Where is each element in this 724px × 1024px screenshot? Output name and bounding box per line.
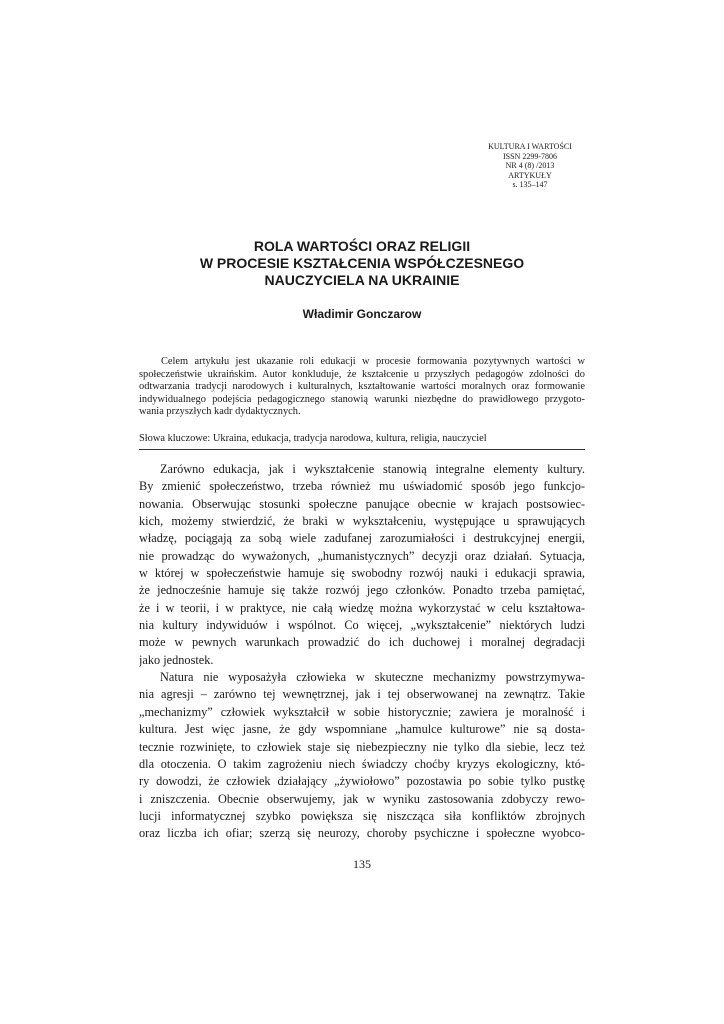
body-line: lucji informatycznej szybko powiększa się niszcząca siła konfliktów zbrojnych <box>139 808 585 823</box>
journal-pages: s. 135–147 <box>512 180 548 190</box>
body-line: władzę, pociągają za sobą wiele zadufanej zarozumiałości i destrukcyjnej energii, <box>139 531 585 546</box>
body-line: kich, możemy stwierdzić, że braki w wykształceniu, występujące u sprawujących <box>139 514 585 529</box>
journal-issue: NR 4 (8) /2013 <box>505 161 555 171</box>
article-title <box>140 238 584 289</box>
body-line: nia agresji – zarówno tej wewnętrznej, jak i tej obserwowanej na zewnątrz. Takie <box>139 687 585 702</box>
body-line: i zniszczenia. Obecnie obserwujemy, jak w wyniku zastosowania zdobyczy rewo- <box>139 791 585 806</box>
abstract-line: wania przyszłych kadr dydaktycznych. <box>139 406 301 417</box>
abstract <box>139 356 585 419</box>
body-line: Natura nie wyposażyła człowieka w skuteczne mechanizmy powstrzymywa- <box>160 670 585 685</box>
body-line: oraz liczba ich ofiar; szerzą się neurozy, choroby psychiczne i społeczne wyobco- <box>139 826 585 841</box>
body-line: dla otoczenia. O takim zagrożeniu niech świadczy choćby kryzys ekologiczny, któ- <box>139 756 585 771</box>
body-line: nie prowadząc do wyważonych, „humanistycznych” decyzji oraz działań. Sytuacja, <box>139 548 585 563</box>
title-line: W PROCESIE KSZTAŁCENIA WSPÓŁCZESNEGO <box>199 255 525 271</box>
body-line: tecznie rozwinięte, to człowiek staje się niebezpieczny nie tylko dla siebie, lecz też <box>139 739 585 754</box>
author-name: Władimir Gonczarow <box>302 307 422 321</box>
keywords-divider <box>139 449 585 450</box>
body-line: „mechanizmy” człowiek wykształcił w sobie historycznie; zawiera je moralność i <box>139 704 585 719</box>
article-body <box>139 461 585 843</box>
body-line: ry dowodzi, że człowiek działający „żywiołowo” pozostawia po sobie tylko pustkę <box>139 774 585 789</box>
journal-issn: ISSN 2299-7806 <box>502 151 557 161</box>
abstract-line: Celem artykułu jest ukazanie roli edukacji w procesie formowania pozytywnych wartości w <box>161 356 585 367</box>
body-line: w której w społeczeństwie hamuje się swobodny rozwój nauki i edukacji sprawia, <box>139 566 585 581</box>
body-line: Zarówno edukacja, jak i wykształcenie stanowią integralne elementy kultury. <box>160 462 585 476</box>
keywords: Słowa kluczowe: Ukraina, edukacja, tradycja narodowa, kultura, religia, nauczyciel <box>139 433 487 444</box>
body-line: By zmienić społeczeństwo, trzeba również mu uświadomić sposób jego funkcjo- <box>139 479 585 494</box>
body-line: kultura. Jest więc jasne, że gdy wspomniane „hamulce kulturowe” nie są dosta- <box>139 722 585 737</box>
body-line: że i w teorii, i w praktyce, nie całą wiedzę można wykorzystać w celu kształtowa- <box>139 600 585 615</box>
body-line: że jednocześnie hamuje się także rozwój jego członków. Ponadto trzeba pamiętać, <box>139 583 585 598</box>
abstract-line: indywidualnego podejścia pedagogicznego stanowią warunki niezbędne do prawidłowego przygoto- <box>139 393 585 405</box>
journal-header <box>440 142 620 190</box>
title-line: ROLA WARTOŚCI ORAZ RELIGII <box>253 238 471 254</box>
page-number: 135 <box>353 857 371 871</box>
journal-section: ARTYKUŁY <box>508 170 552 180</box>
body-line: może w pewnych warunkach prowadzić do ich duchowej i moralnej degradacji <box>139 635 585 650</box>
abstract-line: społeczeństwie ukraińskim. Autor konkluduje, że kształcenie u przyszłych pedagogów zdolności do <box>139 368 585 380</box>
body-line: jako jednostek. <box>139 652 214 667</box>
abstract-line: odtwarzania tradycji narodowych i kulturalnych, kształtowanie wartości moralnych oraz formowanie <box>139 381 585 392</box>
journal-name: KULTURA I WARTOŚCI <box>488 142 572 151</box>
title-line: NAUCZYCIELA NA UKRAINIE <box>264 272 460 288</box>
body-line: nowania. Obserwując stosunki społeczne panujące obecnie w krajach postsowiec- <box>139 496 585 511</box>
body-line: nia kultury indywiduów i wspólnot. Co więcej, „wykształcenie” niektórych ludzi <box>139 618 585 633</box>
